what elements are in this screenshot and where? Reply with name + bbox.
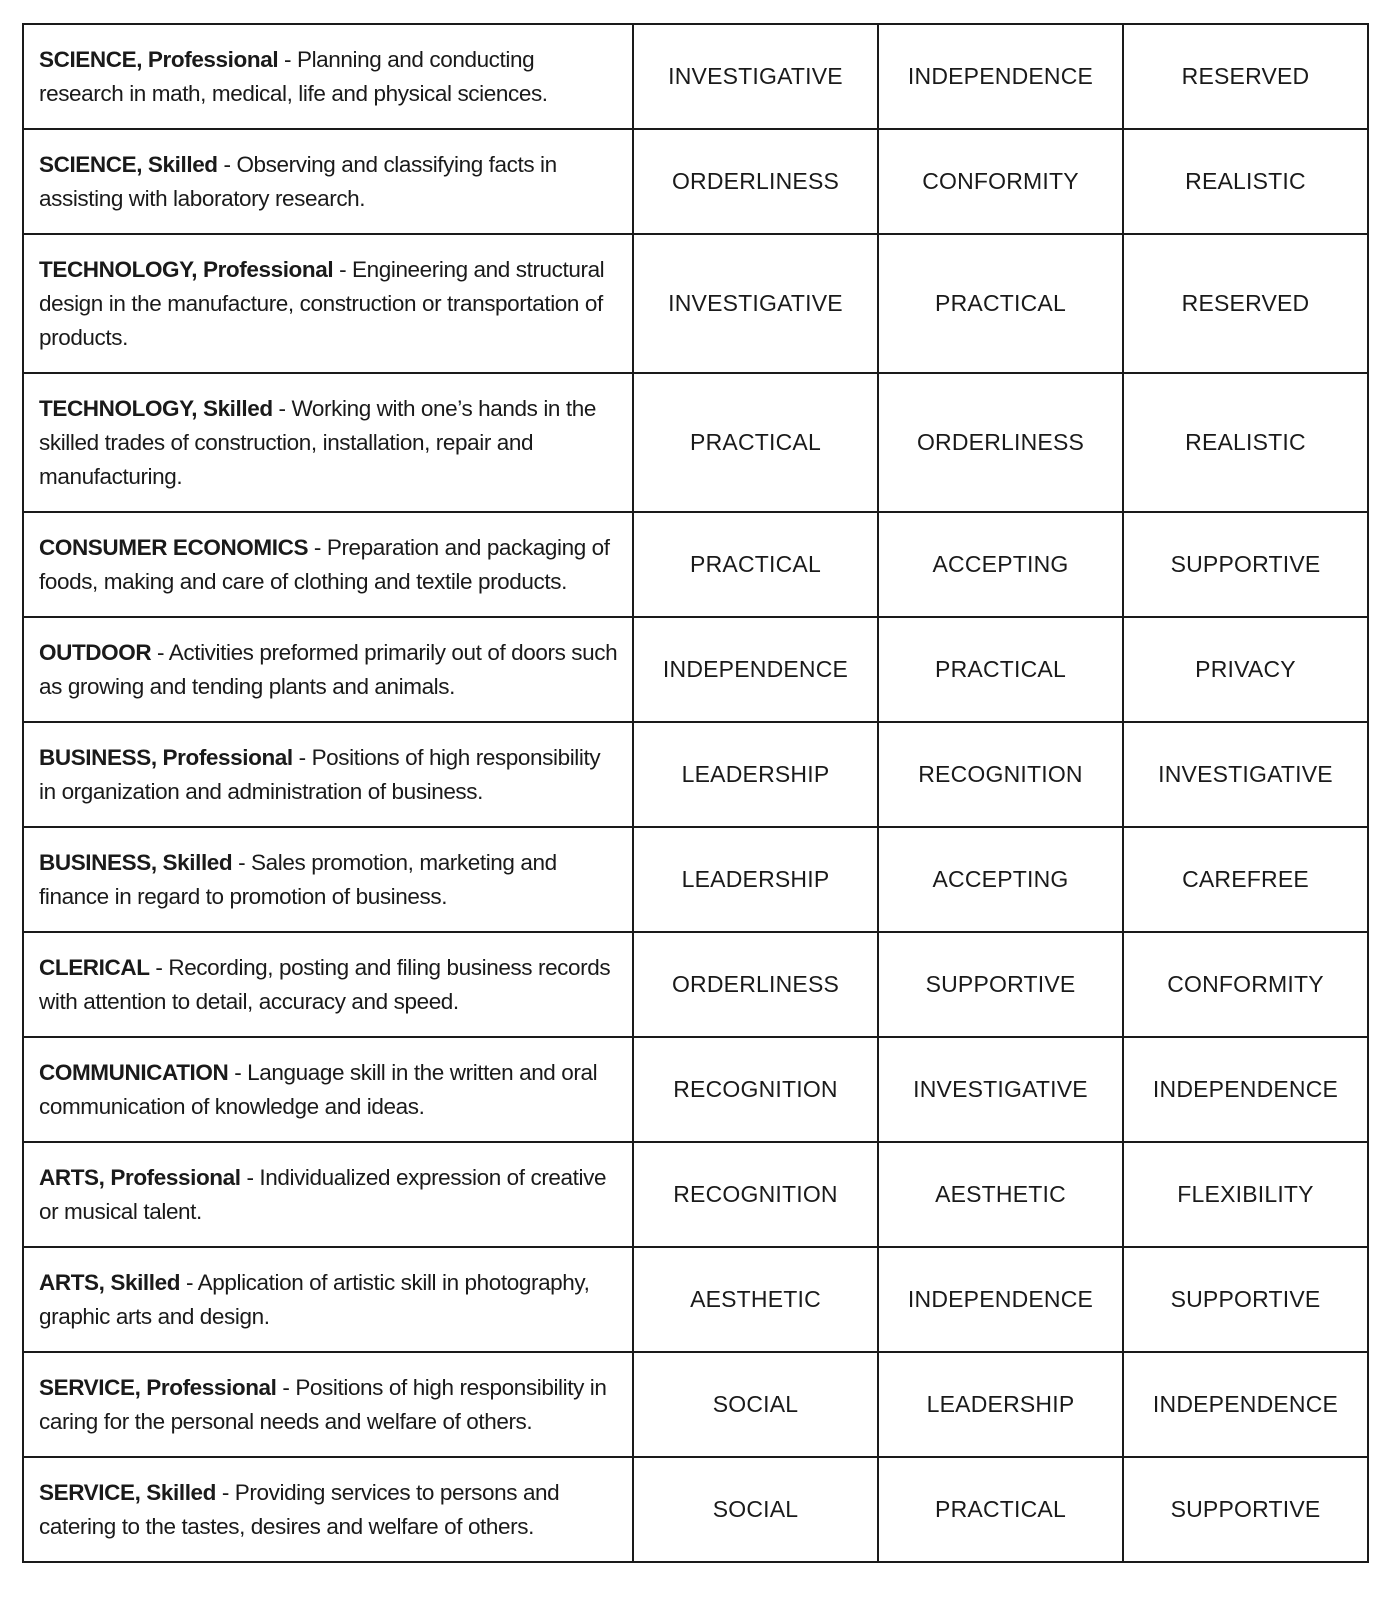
occupation-title: SCIENCE, Professional [39,46,279,72]
value-cell-2: RECOGNITION [878,722,1123,827]
value-cell-2: CONFORMITY [878,129,1123,234]
value-cell-2: ACCEPTING [878,827,1123,932]
occupation-description: - Application of artistic skill in photography, graphic arts and design. [39,1269,590,1329]
value-cell-3: INDEPENDENCE [1123,1037,1368,1142]
occupation-description: - Recording, posting and filing business records with attention to detail, accuracy and speed. [39,954,611,1014]
value-cell-2: INDEPENDENCE [878,24,1123,129]
value-cell-3: INDEPENDENCE [1123,1352,1368,1457]
table-body [23,24,1368,1562]
table-row [23,1457,1368,1562]
value-cell-3: RESERVED [1123,234,1368,373]
occupation-description: - Engineering and structural design in the manufacture, construction or transportation of products. [39,256,605,350]
value-cell-2: INDEPENDENCE [878,1247,1123,1352]
value-cell-1: SOCIAL [633,1352,878,1457]
occupation-description: - Preparation and packaging of foods, making and care of clothing and textile products. [39,534,610,594]
value-cell-1: INVESTIGATIVE [633,234,878,373]
occupation-description-cell [23,1352,633,1457]
table-row [23,1352,1368,1457]
value-cell-1: INVESTIGATIVE [633,24,878,129]
value-cell-3: CAREFREE [1123,827,1368,932]
occupation-description: - Individualized expression of creative or musical talent. [39,1164,607,1224]
table-row [23,722,1368,827]
value-cell-3: FLEXIBILITY [1123,1142,1368,1247]
value-cell-3: SUPPORTIVE [1123,1457,1368,1562]
occupation-description: - Language skill in the written and oral communication of knowledge and ideas. [39,1059,598,1119]
occupation-title: SERVICE, Professional [39,1374,277,1400]
table-row [23,373,1368,512]
occupation-description: - Observing and classifying facts in assisting with laboratory research. [39,151,557,211]
occupation-title: COMMUNICATION [39,1059,229,1085]
value-cell-3: RESERVED [1123,24,1368,129]
value-cell-1: RECOGNITION [633,1037,878,1142]
value-cell-2: ORDERLINESS [878,373,1123,512]
value-cell-2: PRACTICAL [878,234,1123,373]
occupation-description: - Positions of high responsibility in caring for the personal needs and welfare of others. [39,1374,607,1434]
occupation-description-cell [23,1037,633,1142]
occupation-description-cell [23,722,633,827]
occupation-title: SCIENCE, Skilled [39,151,218,177]
occupation-description: - Providing services to persons and catering to the tastes, desires and welfare of others. [39,1479,560,1539]
value-cell-1: LEADERSHIP [633,722,878,827]
occupation-description-cell [23,932,633,1037]
value-cell-3: SUPPORTIVE [1123,512,1368,617]
occupation-values-table-container [22,23,1368,1563]
value-cell-2: ACCEPTING [878,512,1123,617]
occupation-description-cell [23,1247,633,1352]
occupation-title: OUTDOOR [39,639,152,665]
occupation-title: SERVICE, Skilled [39,1479,217,1505]
table-row [23,24,1368,129]
value-cell-1: RECOGNITION [633,1142,878,1247]
table-row [23,932,1368,1037]
occupation-title: BUSINESS, Skilled [39,849,233,875]
occupation-values-table [22,23,1369,1563]
occupation-description-cell [23,512,633,617]
table-row [23,1142,1368,1247]
value-cell-2: SUPPORTIVE [878,932,1123,1037]
table-row [23,827,1368,932]
occupation-description: - Planning and conducting research in math, medical, life and physical sciences. [39,46,548,106]
value-cell-1: INDEPENDENCE [633,617,878,722]
table-row [23,1037,1368,1142]
value-cell-1: SOCIAL [633,1457,878,1562]
occupation-description: - Activities preformed primarily out of doors such as growing and tending plants and animals. [39,639,618,699]
occupation-description-cell [23,1457,633,1562]
value-cell-2: PRACTICAL [878,617,1123,722]
value-cell-1: AESTHETIC [633,1247,878,1352]
value-cell-3: SUPPORTIVE [1123,1247,1368,1352]
occupation-description-cell [23,827,633,932]
value-cell-1: PRACTICAL [633,373,878,512]
value-cell-3: CONFORMITY [1123,932,1368,1037]
occupation-title: ARTS, Skilled [39,1269,181,1295]
value-cell-2: AESTHETIC [878,1142,1123,1247]
occupation-description-cell [23,24,633,129]
occupation-title: BUSINESS, Professional [39,744,293,770]
value-cell-1: PRACTICAL [633,512,878,617]
value-cell-2: PRACTICAL [878,1457,1123,1562]
occupation-description: - Working with one’s hands in the skilled trades of construction, installation, repair and manufacturing. [39,395,596,489]
occupation-description-cell [23,373,633,512]
occupation-description: - Positions of high responsibility in organization and administration of business. [39,744,601,804]
value-cell-1: LEADERSHIP [633,827,878,932]
table-row [23,512,1368,617]
occupation-description-cell [23,234,633,373]
table-row [23,617,1368,722]
table-row [23,234,1368,373]
value-cell-3: REALISTIC [1123,129,1368,234]
table-row [23,1247,1368,1352]
occupation-description: - Sales promotion, marketing and finance in regard to promotion of business. [39,849,557,909]
occupation-description-cell [23,1142,633,1247]
occupation-title: CONSUMER ECONOMICS [39,534,309,560]
value-cell-1: ORDERLINESS [633,932,878,1037]
occupation-title: TECHNOLOGY, Skilled [39,395,273,421]
value-cell-3: REALISTIC [1123,373,1368,512]
value-cell-2: INVESTIGATIVE [878,1037,1123,1142]
table-row [23,129,1368,234]
occupation-description-cell [23,617,633,722]
occupation-title: ARTS, Professional [39,1164,241,1190]
occupation-description-cell [23,129,633,234]
value-cell-2: LEADERSHIP [878,1352,1123,1457]
value-cell-3: PRIVACY [1123,617,1368,722]
occupation-title: TECHNOLOGY, Professional [39,256,334,282]
occupation-title: CLERICAL [39,954,150,980]
value-cell-3: INVESTIGATIVE [1123,722,1368,827]
value-cell-1: ORDERLINESS [633,129,878,234]
